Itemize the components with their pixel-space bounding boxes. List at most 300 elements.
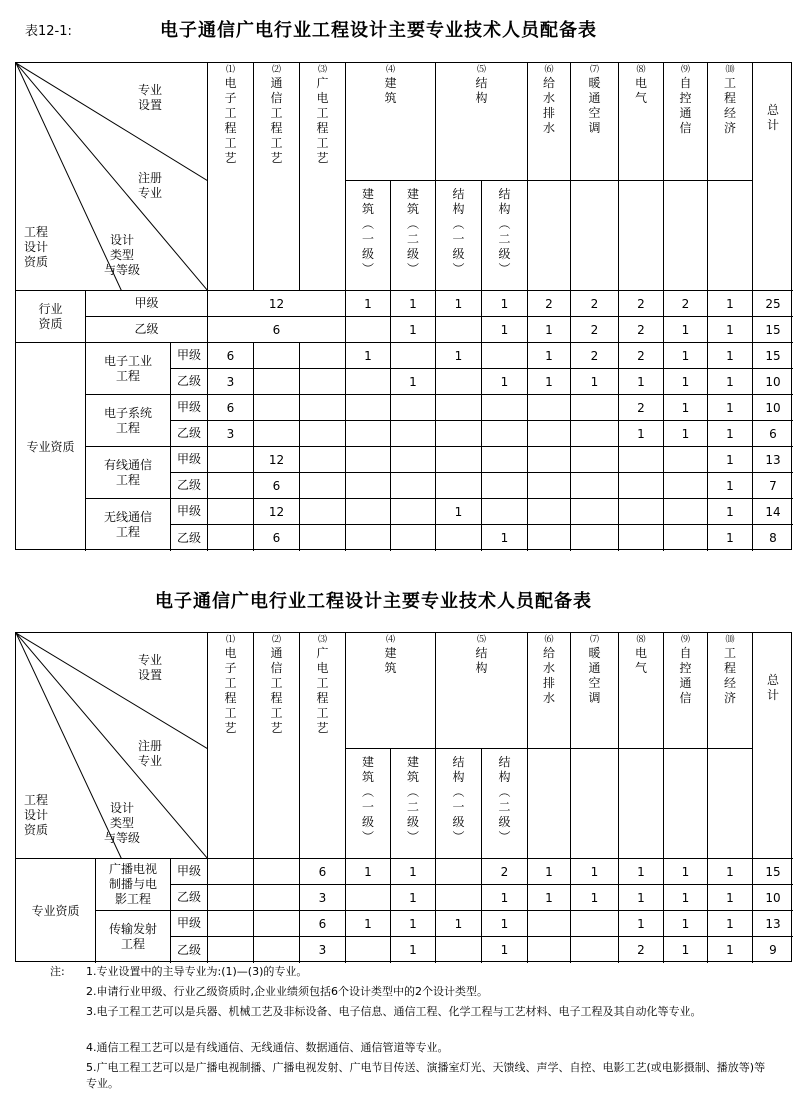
- t2-cell-text: 1: [681, 916, 690, 931]
- note-3: 3.电子工程工艺可以是兵器、机械工艺及非标设备、电子信息、通信工程、化学工程与工艺材料、电子工程及其自动化等专业。: [86, 1005, 702, 1018]
- t2-subcol-2: [391, 749, 436, 859]
- t1-cell: [254, 395, 300, 421]
- t2-cell-text: 1: [590, 864, 599, 879]
- t2-cell-text: 1: [409, 864, 417, 879]
- t1-hangye-cell-text: 1: [454, 296, 463, 311]
- t2-cell-text: 1: [409, 916, 417, 931]
- t2-col-total: [753, 633, 793, 859]
- t2-cell: [346, 859, 391, 885]
- t1-cell-text: 10: [765, 400, 781, 415]
- t1-col-9-sub-empty: [664, 181, 708, 291]
- t1-cell: [708, 499, 753, 525]
- t1-grade-text: 乙级: [176, 530, 201, 545]
- t1-hangye-cell-text: 1: [726, 296, 734, 311]
- t1-group-name: [86, 395, 171, 447]
- t1-hangye-cell: [753, 317, 793, 343]
- t2-grade: [171, 859, 208, 885]
- t2-cell-text: 13: [765, 916, 781, 931]
- t2-cell-text: 1: [637, 864, 645, 879]
- t2-cell: [436, 859, 482, 885]
- col-number: ⑹: [544, 65, 554, 75]
- t2-cell: [482, 859, 528, 885]
- t1-cell-text: 3: [226, 374, 235, 389]
- t1-cell-text: 1: [681, 348, 690, 363]
- t2-grade-text: 甲级: [176, 864, 201, 878]
- t1-hangye-cell: [708, 291, 753, 317]
- t1-cell: [664, 395, 708, 421]
- t2-subcol-4: [482, 749, 528, 859]
- t1-cell: [208, 395, 254, 421]
- t1-col-5: [436, 63, 528, 181]
- t1-cell: [254, 369, 300, 395]
- col-number: ⑷: [385, 65, 395, 75]
- t1-col-total: [753, 63, 793, 291]
- t1-cell-text: 1: [637, 374, 645, 389]
- col-number: ⑽: [725, 65, 735, 75]
- col-name: 给 水 排 水: [542, 76, 555, 135]
- t1-cell: [482, 499, 528, 525]
- t2-col-3: [300, 633, 346, 859]
- t1-cell-text: 1: [681, 426, 690, 441]
- t2-cell: [436, 911, 482, 937]
- col-number: ⑹: [544, 635, 554, 645]
- t2-corner-header-text: 设计 类型 与等级: [104, 801, 141, 845]
- t1-grade: [171, 447, 208, 473]
- t1-col-8-label: [619, 65, 663, 106]
- t2-cell-text: 1: [364, 864, 372, 879]
- t2-col-9-label: [664, 635, 707, 706]
- t2-cell-text: 1: [637, 890, 645, 905]
- t1-hangye-cell: [619, 291, 664, 317]
- t2-col-2-label: [254, 635, 299, 736]
- t2-cell: [254, 911, 300, 937]
- t2-col-6-sub-empty: [528, 749, 571, 859]
- t1-cell: [346, 369, 391, 395]
- t2-cell-text: 10: [765, 890, 781, 905]
- col-name: 通 信 工 程 工 艺: [270, 76, 283, 165]
- t1-cell: [208, 369, 254, 395]
- t1-col-7-label: [571, 65, 618, 136]
- t2-cell: [482, 911, 528, 937]
- t1-cell: [619, 525, 664, 551]
- t2-cell: [528, 885, 571, 911]
- t1-hangye-cell-text: 2: [681, 296, 690, 311]
- t2-group-name: [96, 859, 171, 911]
- t1-cell-text: 3: [226, 426, 235, 441]
- t1-cell: [619, 343, 664, 369]
- t1-cell-text: 13: [765, 452, 781, 467]
- t1-cell: [753, 525, 793, 551]
- t2-grade: [171, 911, 208, 937]
- t1-group-name-text: 电子工业 工程: [103, 353, 152, 383]
- t2-cell: [346, 911, 391, 937]
- t2-cell-text: 1: [726, 916, 734, 931]
- t2-grade-text: 甲级: [176, 916, 201, 930]
- t1-grade: [171, 343, 208, 369]
- col-name: 暖 通 空 调: [588, 76, 601, 135]
- t1-hangye-grade-text: 乙级: [134, 322, 159, 336]
- t1-col-3: [300, 63, 346, 291]
- col-number: ⑵: [271, 635, 281, 645]
- t1-cell: [391, 421, 436, 447]
- t1-cell: [208, 343, 254, 369]
- t2-cell-text: 3: [318, 890, 327, 905]
- t2-col-5-label: [436, 635, 527, 676]
- t1-cell: [346, 473, 391, 499]
- t2-col-10: [708, 633, 753, 749]
- t1-hangye-cell-text: 2: [637, 322, 645, 337]
- t1-grade: [171, 473, 208, 499]
- t2-corner-header-text: 工程 设计 资质: [24, 793, 49, 837]
- t1-cell: [482, 421, 528, 447]
- t1-cell: [571, 395, 619, 421]
- t1-cell: [254, 343, 300, 369]
- t1-col-7-sub-empty: [571, 181, 619, 291]
- t1-zhuanye-label-text: 专业资质: [26, 439, 75, 454]
- notes-label: 注:: [50, 965, 65, 978]
- t1-subcol-1: [346, 181, 391, 291]
- t1-corner-header-text: 设计 类型 与等级: [104, 233, 141, 277]
- note-1: 1.专业设置中的主导专业为:(1)—(3)的专业。: [86, 965, 308, 978]
- t1-cell: [300, 369, 346, 395]
- t1-cell: [482, 395, 528, 421]
- t1-cell: [346, 525, 391, 551]
- t1-cell-text: 1: [454, 348, 463, 363]
- t2-cell-text: 6: [318, 916, 327, 931]
- t2-col-1-label: [208, 635, 253, 736]
- t2-cell: [708, 859, 753, 885]
- t1-col-8: [619, 63, 664, 181]
- col-number: ⑼: [680, 65, 690, 75]
- col-number: ⑵: [271, 65, 281, 75]
- t2-cell: [664, 911, 708, 937]
- t2-cell: [208, 911, 254, 937]
- t1-col-8-sub-empty: [619, 181, 664, 291]
- t2-col-2: [254, 633, 300, 859]
- col-name: 建 筑: [384, 646, 397, 675]
- col-number: ⑺: [589, 635, 599, 645]
- t1-hangye-merged: [208, 291, 346, 317]
- t1-cell: [708, 395, 753, 421]
- t1-grade: [171, 369, 208, 395]
- t1-hangye-cell: [391, 291, 436, 317]
- t2-cell-text: 1: [409, 890, 417, 905]
- t2-col-1: [208, 633, 254, 859]
- t1-hangye-cell: [482, 317, 528, 343]
- t1-cell: [208, 473, 254, 499]
- t2-cell: [664, 937, 708, 963]
- t1-cell-text: 1: [500, 374, 509, 389]
- t1-cell: [436, 421, 482, 447]
- t2-cell: [708, 937, 753, 963]
- t1-col-6-label: [528, 65, 570, 136]
- t2-cell-text: 1: [454, 916, 463, 931]
- t1-group-name: [86, 499, 171, 551]
- staff-table-2: [15, 632, 792, 962]
- note-2: 2.申请行业甲级、行业乙级资质时,企业业绩须包括6个设计类型中的2个设计类型。: [86, 985, 488, 998]
- t2-subcol-4-text: 结 构 ︵ 二 级 ︶: [498, 755, 511, 844]
- t1-cell-text: 1: [545, 374, 553, 389]
- col-number: ⑸: [476, 65, 486, 75]
- t1-cell: [619, 447, 664, 473]
- col-name: 结 构: [475, 646, 488, 675]
- col-number: ⑷: [385, 635, 395, 645]
- t2-cell: [528, 937, 571, 963]
- table-label: 表12-1:: [25, 24, 72, 39]
- t1-cell: [571, 525, 619, 551]
- t1-hangye-grade: [86, 291, 208, 317]
- t2-corner-header: [16, 633, 208, 859]
- t1-cell-text: 1: [726, 478, 734, 493]
- t1-group-name: [86, 447, 171, 499]
- t1-cell: [300, 473, 346, 499]
- t2-cell: [482, 885, 528, 911]
- t1-cell-text: 1: [454, 504, 463, 519]
- col-name: 给 水 排 水: [542, 646, 555, 705]
- col-number: ⑽: [725, 635, 735, 645]
- t2-col-10-label: [708, 635, 752, 706]
- t1-subcol-3-text: 结 构 ︵ 一 级 ︶: [452, 187, 465, 276]
- t1-cell-text: 1: [409, 374, 417, 389]
- t2-col-4: [346, 633, 436, 749]
- t1-cell: [300, 499, 346, 525]
- t1-cell: [436, 369, 482, 395]
- col-number: ⑴: [225, 65, 235, 75]
- note-4: 4.通信工程工艺可以是有线通信、无线通信、数据通信、通信管道等专业。: [86, 1041, 449, 1054]
- t1-cell: [528, 421, 571, 447]
- t2-cell: [391, 937, 436, 963]
- t1-hangye-label: [16, 291, 86, 343]
- t2-col-8-label: [619, 635, 663, 676]
- t1-hangye-cell: [528, 291, 571, 317]
- t1-cell: [753, 421, 793, 447]
- t2-cell-text: 1: [364, 916, 372, 931]
- t1-cell-text: 10: [765, 374, 781, 389]
- t2-subcol-3-text: 结 构 ︵ 一 级 ︶: [452, 755, 465, 844]
- t1-cell-text: 1: [726, 531, 734, 545]
- t1-cell: [346, 499, 391, 525]
- t2-grade: [171, 937, 208, 963]
- t1-hangye-grade-text: 甲级: [134, 296, 159, 310]
- t1-cell: [391, 447, 436, 473]
- t2-cell: [619, 911, 664, 937]
- t2-cell-text: 1: [726, 864, 734, 879]
- t1-cell-text: 15: [765, 348, 781, 363]
- t2-corner-header-text: 注册 专业: [138, 739, 163, 768]
- t1-cell: [708, 525, 753, 551]
- t1-col-9: [664, 63, 708, 181]
- t2-cell: [664, 859, 708, 885]
- t1-grade: [171, 421, 208, 447]
- t1-hangye-cell-text: 1: [364, 296, 372, 311]
- t1-cell-text: 1: [364, 348, 372, 363]
- t1-cell: [436, 343, 482, 369]
- t1-cell: [391, 369, 436, 395]
- col-name: 工 程 经 济: [723, 76, 736, 135]
- t1-grade: [171, 395, 208, 421]
- col-name: 电 子 工 程 工 艺: [224, 76, 237, 165]
- col-name: 广 电 工 程 工 艺: [316, 646, 329, 735]
- t1-corner-header-text: 专业 设置: [138, 83, 163, 112]
- t1-grade-text: 乙级: [176, 374, 201, 388]
- t1-cell: [436, 525, 482, 551]
- t1-hangye-cell: [708, 317, 753, 343]
- t1-cell: [528, 499, 571, 525]
- t1-cell: [300, 343, 346, 369]
- t1-hangye-merged-text: 12: [268, 296, 285, 311]
- t1-cell: [664, 421, 708, 447]
- col-name: 自 控 通 信: [679, 76, 692, 135]
- t1-hangye-cell-text: 1: [726, 322, 734, 337]
- t1-cell: [571, 447, 619, 473]
- t1-cell-text: 1: [681, 374, 690, 389]
- col-name: 通 信 工 程 工 艺: [270, 646, 283, 735]
- t1-cell: [528, 525, 571, 551]
- t2-cell: [708, 885, 753, 911]
- t1-cell: [664, 525, 708, 551]
- t1-hangye-cell: [436, 317, 482, 343]
- t1-hangye-merged-text: 6: [272, 322, 281, 337]
- t1-cell: [708, 447, 753, 473]
- t1-hangye-cell-text: 1: [545, 322, 553, 337]
- t1-hangye-cell: [528, 317, 571, 343]
- t1-cell: [391, 525, 436, 551]
- t1-cell: [482, 473, 528, 499]
- t2-cell-text: 1: [545, 890, 553, 905]
- t1-cell-text: 1: [500, 531, 509, 545]
- t1-col-1-label: [208, 65, 253, 166]
- t2-cell: [753, 885, 793, 911]
- t2-cell-text: 1: [409, 943, 417, 957]
- t1-grade-text: 甲级: [176, 452, 201, 466]
- t2-cell-text: 1: [726, 943, 734, 957]
- t1-cell-text: 1: [726, 426, 734, 441]
- t1-cell: [346, 421, 391, 447]
- t2-cell: [571, 911, 619, 937]
- t2-cell: [664, 885, 708, 911]
- t2-corner-header-text: 专业 设置: [138, 653, 163, 682]
- t1-cell-text: 1: [681, 400, 690, 415]
- t1-grade-text: 甲级: [176, 348, 201, 362]
- col-number: ⑶: [317, 65, 327, 75]
- t1-cell: [436, 447, 482, 473]
- t2-cell: [254, 885, 300, 911]
- t1-cell: [571, 343, 619, 369]
- t2-col-5: [436, 633, 528, 749]
- t1-cell: [208, 447, 254, 473]
- t1-cell: [300, 447, 346, 473]
- t1-cell: [619, 473, 664, 499]
- t2-cell-text: 1: [726, 890, 734, 905]
- col-name: 工 程 经 济: [723, 646, 736, 705]
- t1-cell: [753, 395, 793, 421]
- t1-cell: [482, 369, 528, 395]
- t2-subcol-3: [436, 749, 482, 859]
- t2-cell-text: 1: [545, 864, 553, 879]
- t1-cell: [571, 421, 619, 447]
- t2-col-10-sub-empty: [708, 749, 753, 859]
- t2-cell-text: 2: [500, 864, 509, 879]
- t2-cell: [391, 885, 436, 911]
- t2-cell: [753, 937, 793, 963]
- t2-cell: [346, 885, 391, 911]
- t1-col-6: [528, 63, 571, 181]
- t1-cell-text: 1: [637, 426, 645, 441]
- t1-cell-text: 8: [769, 531, 777, 545]
- col-number: ⑶: [317, 635, 327, 645]
- t1-cell-text: 1: [726, 348, 734, 363]
- t2-cell-text: 1: [681, 864, 690, 879]
- t1-cell: [346, 343, 391, 369]
- col-number: ⑴: [225, 635, 235, 645]
- t1-cell-text: 6: [226, 400, 235, 415]
- t1-hangye-cell: [391, 317, 436, 343]
- t1-cell: [208, 525, 254, 551]
- t1-cell-text: 1: [726, 452, 734, 467]
- t2-cell-text: 1: [681, 943, 690, 957]
- t2-grade-text: 乙级: [176, 942, 201, 957]
- t1-cell: [664, 499, 708, 525]
- t2-col-8-sub-empty: [619, 749, 664, 859]
- t2-cell: [708, 911, 753, 937]
- t2-cell: [528, 859, 571, 885]
- t1-grade-text: 乙级: [176, 426, 201, 440]
- t1-cell-text: 1: [590, 374, 599, 389]
- t1-cell: [391, 499, 436, 525]
- t1-grade-text: 甲级: [176, 400, 201, 414]
- t1-cell-text: 14: [765, 504, 781, 519]
- t1-group-name-text: 有线通信 工程: [103, 457, 152, 487]
- t1-col-10-sub-empty: [708, 181, 753, 291]
- col-number: ⑻: [636, 65, 646, 75]
- t1-cell: [300, 421, 346, 447]
- t1-cell: [664, 473, 708, 499]
- t1-subcol-1-text: 建 筑 ︵ 一 级 ︶: [361, 187, 374, 276]
- col-name: 自 控 通 信: [679, 646, 692, 705]
- t2-cell: [753, 911, 793, 937]
- col-name: 暖 通 空 调: [588, 646, 601, 705]
- t2-col-9-sub-empty: [664, 749, 708, 859]
- t1-cell-text: 7: [769, 478, 777, 493]
- t1-cell: [753, 473, 793, 499]
- t1-cell: [208, 421, 254, 447]
- t2-cell-text: 9: [769, 943, 777, 957]
- t1-subcol-2: [391, 181, 436, 291]
- t1-cell: [254, 499, 300, 525]
- t2-cell: [208, 885, 254, 911]
- col-number: ⑼: [680, 635, 690, 645]
- t2-col-4-label: [346, 635, 435, 676]
- t1-cell: [753, 499, 793, 525]
- t1-cell: [571, 473, 619, 499]
- t1-hangye-cell: [664, 317, 708, 343]
- t1-group-name-text: 电子系统 工程: [103, 405, 152, 435]
- t1-grade-text: 乙级: [176, 478, 201, 492]
- t2-cell: [571, 937, 619, 963]
- t2-cell: [619, 859, 664, 885]
- t2-col-3-label: [300, 635, 345, 736]
- t1-hangye-cell: [753, 291, 793, 317]
- t2-cell: [391, 859, 436, 885]
- t1-cell: [482, 343, 528, 369]
- t2-cell: [346, 937, 391, 963]
- t2-group-name: [96, 911, 171, 963]
- t2-cell: [300, 859, 346, 885]
- t1-corner-header-text: 注册 专业: [138, 171, 163, 200]
- col-name: 电 子 工 程 工 艺: [224, 646, 237, 735]
- staff-table-1: [15, 62, 792, 550]
- t1-cell: [208, 499, 254, 525]
